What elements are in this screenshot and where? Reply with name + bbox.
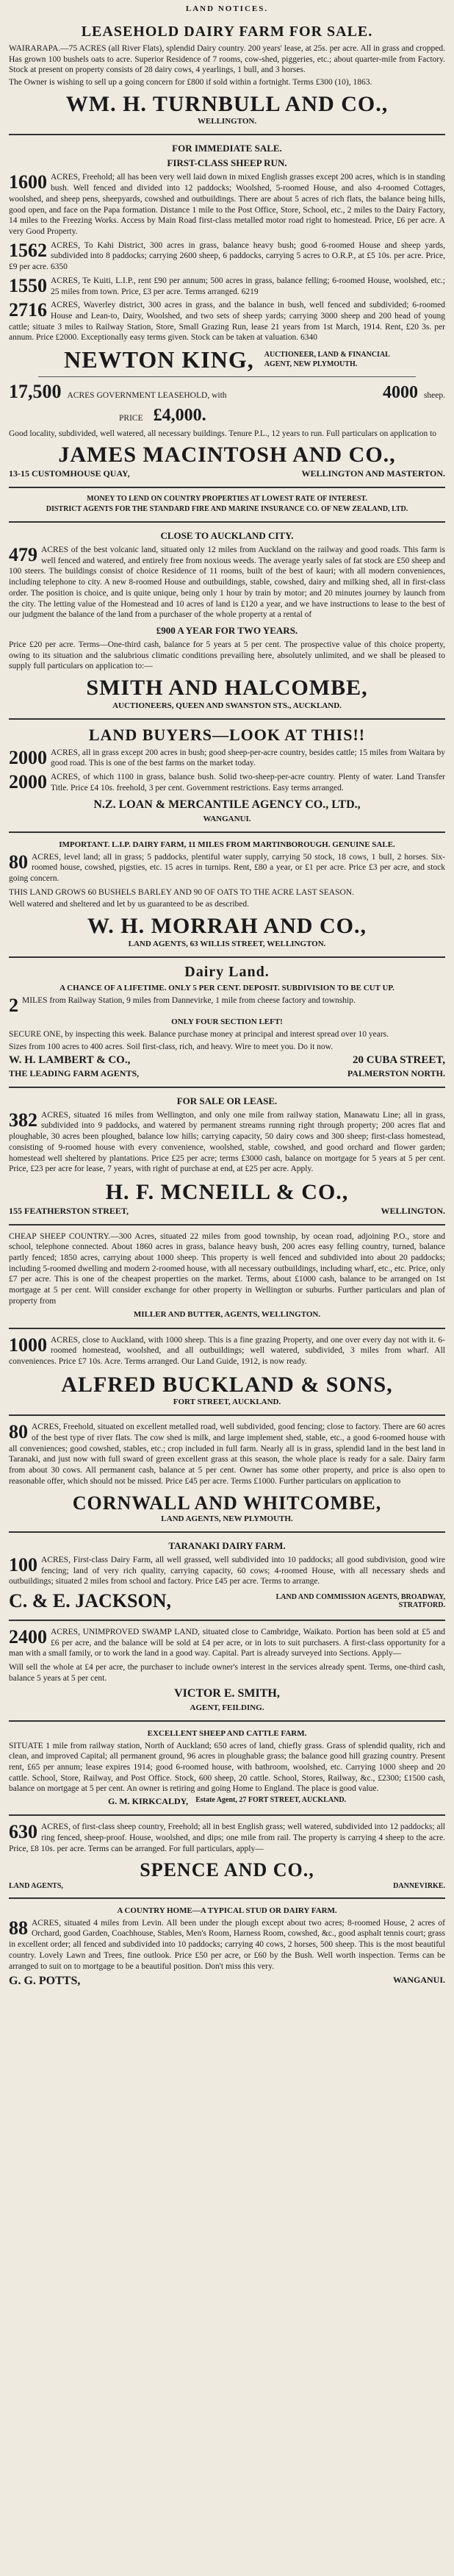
subnote-paragraph: Well watered and sheltered and let by us guaranteed to be as described.	[9, 900, 250, 909]
lot-text: ACRES, Waverley district, 300 acres in grass, and the balance in bush, well fenced and subdivided; 6-roomed House and Lean-to, Dairy, Woolshed, and two sets of sheep yards; carrying 3000 sheep and 200 head of young cattle; situate 3 miles to Railway Station, Store, Small Grazing Run, lease 21 years from 1st March, 1914. Rent, £20 3s. per annum. Price £2000. Exceptionally easy terms given. Stock can be taken at valuation. 6340	[9, 301, 445, 343]
agent-row	[9, 1975, 445, 1988]
agent-location-row	[9, 1206, 445, 1217]
ad-kirkcaldy	[9, 1722, 445, 1817]
lot-acres: 1600	[9, 171, 47, 193]
lot-acres: 479	[9, 543, 37, 565]
ad-morrah	[9, 833, 445, 958]
agent-name: CORNWALL AND WHITCOMBE,	[72, 1492, 382, 1514]
lot-text: ACRES, close to Auckland, with 1000 sheep. This is a fine grazing Property, and one over every day not with it. 6-roomed homestead, woolshed, and all outbuildings; well watered, subdivided, 3 miles from wharf. All conveniences. Price £7 10s. Acre. Terms arranged.	[9, 1335, 445, 1367]
lot-paragraph: Will sell the whole at £4 per acre, the purchaser to include owner's interest in the services already spent. Terms, one-third cash, balance 5 years at 5 per cent.	[9, 1663, 445, 1683]
ad-nz-loan	[9, 720, 445, 833]
agent-name: SMITH AND HALCOMBE,	[86, 676, 368, 701]
ad-heading: LAND BUYERS—LOOK AT THIS!!	[88, 725, 366, 744]
agent-name: G. M. KIRKCALDY,	[107, 1796, 189, 1807]
agent-location: LAND AGENTS, 63 WILLIS STREET, WELLINGTON.	[128, 939, 326, 948]
agent-name: H. F. MCNEILL & CO.,	[105, 1180, 349, 1205]
ad-miller-butter	[9, 1226, 445, 1329]
agent-town: PALMERSTON NORTH.	[347, 1067, 445, 1078]
agent-location-row	[9, 468, 445, 479]
agent-row	[9, 1054, 445, 1067]
closing-paragraph: Price £20 per acre. Terms—One-third cash, balance for 5 years at 5 per cent. The prospective value of this choice property, owing to its situation and the salubrious climatic conditions prevailing here, absolutely unlimited, and we shall be pleased to supply full particulars on application to:—	[9, 640, 445, 671]
lot-paragraph: CHEAP SHEEP COUNTRY.—300 Acres, situated 22 miles from good township, by ocean road, adjoining P.O., store and school, telephone connected. About 1860 acres in grass, balance heavy bush, 200 acres easy felling country, turned, balance partly fenced; 1850 acres, carrying about 1000 sheep. This property is well fenced and subdivided into about 20 paddocks; including 5-roomed dwelling and modern 2-roomed house, with all necessary outbuildings, including wharf, etc., etc. Price, only £7 per acre. This is one of the cheapest properties on the market. Terms, about £1000 cash, balance to be arranged on 1st mortgage at 5 per cent. Will consider exchange for other property in Wellington or suburbs. Further particulars and plan of property from	[9, 1231, 445, 1306]
lot-paragraph: SITUATE 1 mile from railway station, North of Auckland; 650 acres of land, chiefly grass. Grass of splendid quality, rich and clean, and improved Capital; all permanent ground, 96 acres in ploughable grass; the balance good hill grazing country. Present rent, £65 per annum; lease expires 1914; good 6-roomed house, with bathroom, woolshed, etc. Carrying 1000 sheep and 20 cattle. School, Store, Railway, and Post Office. Stock, 600 sheep, 20 cattle. School, Stores, Railway, &c., £2300; £1500 cash, balance on mortgage at 5 per cent. An owner is retiring and going Home to England. The place is good value.	[9, 1741, 445, 1794]
ad-paragraph: WAIRARAPA.—75 ACRES (all River Flats), splendid Dairy country. 200 years' lease, at 25s. per acre. All in grass and cropped. Has grown 100 bushels oats to acre. Superior Residence of 7 rooms, cow-shed, piggeries, etc.; about quarter-mile from Factory. Stock at present on property consists of 28 dairy cows, 4 yearlings, 1 bull, and 3 horses.	[9, 44, 445, 75]
lot-acres: 2000	[9, 746, 47, 768]
lot-acres: 100	[9, 1553, 37, 1575]
price-value: £4,000.	[153, 405, 206, 425]
lot-text: ACRES, situated 16 miles from Wellington, and only one mile from railway station, Manawatu Line; all in grass, subdivided into 9 paddocks, and watered by permanent streams running right through property; 200 acres flat and ploughable, 30 acres been ploughed, balance low hills; carrying capacity, 50 dairy cows and 300 sheep; first-class homestead, consisting of 9-roomed house with every convenience, woolshed, stable, cowshed, and good orchard and flower garden; homestead well sheltered by plantations. Price £25 per acre; terms £3000 cash, balance on mortgage for 5 years at 5 per cent. Price, £23 per acre for lease, 7 years, with right of purchase at end, at £25 per acre. Apply.	[9, 1110, 445, 1174]
ad-heading: FOR SALE OR LEASE.	[176, 1095, 278, 1106]
ad-mcneill	[9, 1088, 445, 1226]
lot-trailing: Our Land Guide, 1912, is now ready.	[181, 1357, 307, 1367]
agent-location-row	[9, 1882, 445, 1890]
lot-paragraph	[9, 748, 445, 769]
agent-name: MILLER AND BUTTER, AGENTS, WELLINGTON.	[133, 1309, 321, 1319]
lot-text: ACRES, Freehold, situated on excellent metalled road, well subdivided, good fencing; close to factory. There are 60 acres of the best type of river flats. The cow shed is milk, and large implement shed, stable, etc., a good 6-roomed house with all conveniences; good cowshed, stables, etc.; crop included in full farm. Nearly all is in grass, splendid land in the best land in Taranaki, and just now with full sward of green excellent grass at this season, the whole place is ready for a sale. Dairy farm from about 30 cows. All permanent cash, balance at 5 per cent. Owner has some other property, and price is also open to reasonable offer, which should not be missed. Price £45 per acre. Terms £1000. Further particulars on application to	[9, 1423, 445, 1486]
lot-acres: 2000	[9, 771, 47, 793]
sheep-label: sheep.	[423, 390, 445, 400]
agent-name: SPENCE AND CO.,	[140, 1859, 314, 1881]
ad-spence	[9, 1816, 445, 1898]
lot-text: ACRES, of which 1100 in grass, balance bush. Solid two-sheep-per-acre country. Plenty of water. Land Transfer Title. Price £4 10s. freehold, 3 per cent. Government restrictions. Easy terms arranged.	[51, 773, 445, 793]
money-line: MONEY TO LEND ON COUNTRY PROPERTIES AT LOWEST RATE OF INTEREST.	[87, 494, 367, 503]
agent-location: FORT STREET, AUCKLAND.	[173, 1398, 281, 1407]
ad-heading: EXCELLENT SHEEP AND CATTLE FARM.	[147, 1728, 307, 1738]
lot-text: ACRES, all in grass except 200 acres in bush; good sheep-per-acre country, besides cattle; 15 miles from Waitara by good road. This is one of the best farms on the market today.	[51, 748, 445, 768]
lot-paragraph	[9, 1627, 445, 1659]
acres-label: ACRES GOVERNMENT LEASEHOLD, with	[67, 390, 227, 400]
only-four-line: ONLY FOUR SECTION LEFT!	[171, 1017, 283, 1027]
agent-description-line: AUCTIONEER, LAND & FINANCIAL	[264, 351, 390, 359]
ad-subheading: FIRST-CLASS SHEEP RUN.	[167, 157, 287, 169]
lot-paragraph	[9, 172, 445, 237]
ad-potts	[9, 1899, 445, 1996]
agent-towns: WELLINGTON AND MASTERTON.	[301, 468, 445, 479]
lot-text: ACRES of the best volcanic land, situated only 12 miles from Auckland on the railway and good roads. This farm is well fenced and watered, and entirely free from noxious weeds. The average yearly sales of fat stock are £50 sheep and 100 steers. The buildings consist of choice Residence of 11 rooms, built of the best of kauri; with all modern conveniences, including telephone to city. A new 8-roomed House and outbuildings, stable, cowshed, dairy and milking shed, all in first-class order. The position is choice, and is quite unique, being only 1 hour by train by motor; and 20 minutes journey by launch from the city. The letting value of the Homestead and 10 acres of land is £120 a year, and we have instructions to lease to the best of our judgment the balance of the land from a purchaser of the whole property at a rental of	[9, 545, 445, 620]
ad-turnbull	[9, 18, 445, 135]
ad-lambert	[9, 958, 445, 1088]
lot-paragraph	[9, 1822, 445, 1854]
agent-name: VICTOR E. SMITH,	[174, 1686, 280, 1700]
lot-paragraph	[9, 240, 445, 273]
column-header: LAND NOTICES.	[185, 4, 269, 13]
ad-macintosh	[9, 135, 445, 488]
agent-address: 20 CUBA STREET,	[352, 1053, 445, 1066]
ad-money-to-lend	[9, 488, 445, 523]
ad-heading: FOR IMMEDIATE SALE.	[172, 143, 282, 154]
ad-heading: Dairy Land.	[184, 963, 270, 980]
lot-paragraph	[9, 276, 445, 297]
rental-line: £900 A YEAR FOR TWO YEARS.	[156, 625, 298, 636]
ad-heading: A COUNTRY HOME—A TYPICAL STUD OR DAIRY FARM.	[117, 1906, 337, 1915]
lot-text: ACRES, of first-class sheep country, Freehold; all in best English grass; well watered, subdivided into 12 paddocks; all ring fenced, sheep-proof. House, woolshed, and dips; one mile from rail. The property is carrying 4 sheep to the acre. Price, £8 10s. per acre. Terms can be arranged. For full particulars, apply—	[9, 1822, 445, 1853]
secure-paragraph: SECURE ONE, by inspecting this week. Balance purchase money at principal and interest spread over 10 years.	[9, 1030, 389, 1040]
agent-name: ALFRED BUCKLAND & SONS,	[61, 1372, 393, 1397]
ad-opening: A CHANCE OF A LIFETIME. ONLY 5 PER CENT. DEPOSIT. SUBDIVISION TO BE CUT UP.	[60, 983, 394, 992]
lot-acres: 1550	[9, 274, 47, 296]
lot-text: ACRES, UNIMPROVED SWAMP LAND, situated close to Cambridge, Waikato. Portion has been sold at £5 and £6 per acre, and the balance will be sold at £4 per acre, or in lots to suit purchasers. A first-class opportunity for a man with a small family, or to work the land in a good way. Capital. Part is already surveyed into Sections. Apply—	[9, 1628, 445, 1659]
lot-paragraph	[9, 1422, 445, 1486]
lot-paragraph	[9, 1110, 445, 1175]
ad-paragraph: The Owner is wishing to sell up a going concern for £800 if sold within a fortnight. Terms £300 (10), 1863.	[9, 78, 372, 87]
agent-tagline: LAND AGENTS,	[9, 1881, 63, 1890]
lot-text: ACRES, To Kahi District, 300 acres in grass, balance heavy bush; good 6-roomed House and sheep yards, subdivided into 8 paddocks; carrying 2600 sheep, 6 paddocks, carrying 5 acres to O.R.P., at £5 10s. per acre. Price, £9 per acre. 6350	[9, 240, 445, 272]
sheep-figure: 4000	[382, 382, 418, 402]
sizes-paragraph: Sizes from 100 acres to 400 acres. Soil first-class, rich, and heavy. Wire to meet you. Do it now.	[9, 1042, 334, 1052]
lot-text: ACRES, situated 4 miles from Levin. All been under the plough except about two acres; 8-roomed House, 2 acres of Orchard, good Garden, Coachhouse, Stables, Men's Room, Harness Room, cowshed, &c., good asphalt tennis court; grass in excellent order; all fenced and subdivided into 10 paddocks; carrying 40 cows, 2 horses, 500 sheep. This is the most beautiful country. Lovely Lawn and Trees, fine outlook. Price £50 per acre, or £60 by the Bush. Well worth inspection. Terms can be arranged to suit on to mortgage to be a beautiful position. Don't miss this very.	[9, 1918, 445, 1971]
ad-smith-halcombe	[9, 523, 445, 720]
lot-paragraph	[9, 772, 445, 793]
price-block	[9, 381, 445, 403]
lot-text: ACRES, Te Kuiti, L.I.P., rent £90 per annum; 500 acres in grass, balance felling; 6-roomed House, woolshed, etc.; 25 miles from town. Price, £3 per acre. Terms arranged. 6219	[51, 276, 445, 296]
agent-location: Estate Agent, 27 FORT STREET, AUCKLAND.	[195, 1796, 347, 1805]
agent-tagline: THE LEADING FARM AGENTS,	[9, 1067, 140, 1078]
lot-paragraph	[9, 545, 445, 620]
agent-name: N.Z. LOAN & MERCANTILE AGENCY CO., LTD.,	[93, 798, 361, 811]
lot-text: ACRES, Freehold; all has been very well laid down in mixed English grasses except 200 acres, which is in standing bush. Well fenced and divided into 12 paddocks; Woolshed, 5-roomed House, and also 4-roomed Cottages, woolshed, and sheep pens, sheepyards, cowshed and outbuildings. There are about 5 acres of rich flats, the balance being hills, good open, and face on the Papa formation. Distance 1 mile to the Post Office, Store, School, etc., 2 miles to the Dairy Factory, 14 miles to the Freezing Works. Access by Main Road first-class metalled motor road right to homestead. Price, £6 per acre. A very Good Property.	[9, 173, 445, 236]
agent-location: AUCTIONEERS, QUEEN AND SWANSTON STS., AUCKLAND.	[112, 701, 342, 710]
agent-town: WANGANUI.	[392, 1975, 445, 1986]
insurance-line: DISTRICT AGENTS FOR THE STANDARD FIRE AND MARINE INSURANCE CO. OF NEW ZEALAND, LTD.	[46, 504, 408, 513]
ad-heading: CLOSE TO AUCKLAND CITY.	[160, 529, 294, 541]
lot-acres: 88	[9, 1917, 28, 1939]
note-paragraph: THIS LAND GROWS 60 BUSHELS BARLEY AND 90 OF OATS TO THE ACRE LAST SEASON.	[9, 887, 354, 897]
agent-description	[264, 351, 390, 369]
lot-paragraph	[9, 1335, 445, 1367]
agent-name: NEWTON KING,	[64, 346, 254, 373]
newton-king-block	[9, 348, 445, 373]
lot-paragraph	[9, 994, 445, 1016]
lot-paragraph	[9, 1918, 445, 1972]
price-label: PRICE	[119, 413, 143, 423]
agent-address: 13-15 CUSTOMHOUSE QUAY,	[9, 468, 130, 479]
ad-heading: LEASEHOLD DAIRY FARM FOR SALE.	[81, 24, 373, 40]
agent-location: AGENT, FEILDING.	[190, 1703, 264, 1712]
agent-location: WELLINGTON.	[197, 117, 257, 126]
agent-name: G. G. POTTS,	[9, 1975, 81, 1988]
acres-figure: 17,500	[9, 380, 62, 402]
agent-location: LAND AGENTS, NEW PLYMOUTH.	[161, 1514, 293, 1523]
divider	[38, 376, 416, 377]
lot-acres: 2	[9, 994, 18, 1016]
lot-acres: 630	[9, 1821, 37, 1843]
lot-text: ACRES, First-class Dairy Farm, all well grassed, well subdivided into 10 paddocks; all good subdivision, good wire fencing; land of very rich quality, carrying capacity, 60 cows; 4-roomed House, with all necessary sheds and outbuildings; situated 2 miles from school and factory. Price £45 per acre. Terms to arrange.	[9, 1555, 445, 1586]
agent-description-line: AGENT, NEW PLYMOUTH.	[264, 359, 358, 368]
agent-town: WELLINGTON.	[381, 1205, 445, 1216]
lot-acres: 1562	[9, 239, 47, 261]
ad-heading: TARANAKI DAIRY FARM.	[168, 1539, 286, 1551]
lot-acres: 382	[9, 1109, 37, 1131]
agent-row	[9, 1590, 445, 1612]
lot-paragraph	[9, 852, 445, 884]
price-note: Good locality, subdivided, well watered, all necessary buildings. Tenure P.L., 12 years to run. Full particulars on application to	[9, 429, 437, 438]
agent-address: 155 FEATHERSTON STREET,	[9, 1205, 129, 1216]
lot-acres: 80	[9, 1421, 28, 1443]
agent-name: C. & E. JACKSON,	[9, 1590, 172, 1612]
lot-paragraph	[9, 300, 445, 343]
agent-name: JAMES MACINTOSH AND CO.,	[58, 443, 396, 468]
agent-description: LAND AND COMMISSION AGENTS, BROADWAY, STRATFORD.	[275, 1593, 445, 1610]
agent-location: WANGANUI.	[203, 814, 251, 823]
price-row	[9, 406, 445, 426]
agent-location-row	[9, 1068, 445, 1079]
ad-cornwall	[9, 1416, 445, 1533]
agent-name: W. H. MORRAH AND CO.,	[87, 914, 367, 939]
lot-text: ACRES, level land; all in grass; 5 paddocks, plentiful water supply, carrying 50 stock, 18 cows, 1 bull, 2 horses. Six-roomed house, cowshed, pigsties, etc. 15 acres in turnips. Rent, £80 a year, or £1 per acre. Price £3 per acre, and stock going concern.	[9, 852, 445, 883]
lot-acres: 80	[9, 851, 28, 873]
agent-name: W. H. LAMBERT & CO.,	[9, 1053, 131, 1066]
ad-victor-smith	[9, 1621, 445, 1722]
agent-town: DANNEVIRKE.	[393, 1881, 445, 1890]
lot-text: MILES from Railway Station, 9 miles from Dannevirke, 1 mile from cheese factory and township.	[22, 995, 356, 1005]
agent-name: WM. H. TURNBULL AND CO.,	[65, 91, 389, 116]
ad-jackson	[9, 1533, 445, 1621]
lot-acres: 2716	[9, 299, 47, 321]
lot-paragraph	[9, 1555, 445, 1587]
ad-heading: IMPORTANT. L.I.P. DAIRY FARM, 11 MILES FROM MARTINBOROUGH. GENUINE SALE.	[59, 840, 395, 849]
lot-acres: 2400	[9, 1626, 47, 1648]
lot-acres: 1000	[9, 1334, 47, 1356]
agent-row	[9, 1796, 445, 1807]
ad-buckland	[9, 1329, 445, 1417]
